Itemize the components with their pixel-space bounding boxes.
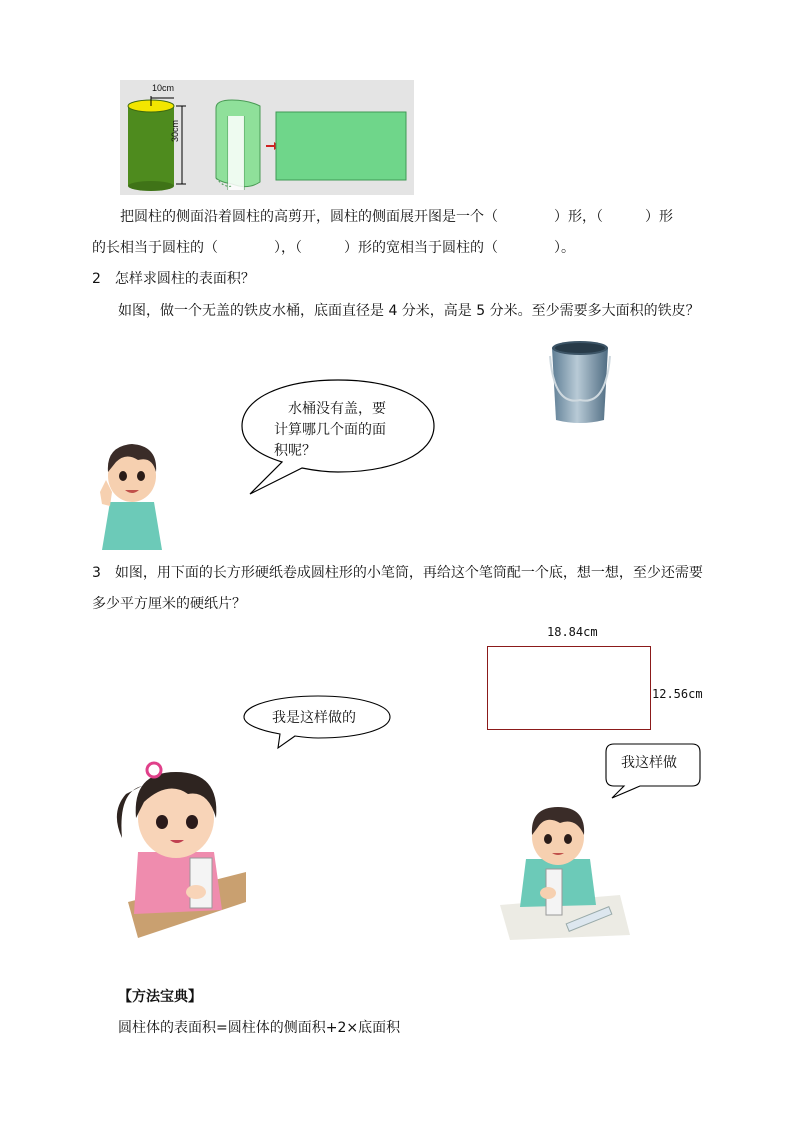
bucket-illustration — [540, 328, 620, 428]
bubble-section2-line1: 水桶没有盖，要 — [288, 401, 386, 417]
section1-paragraph-line1: 把圆柱的侧面沿着圆柱的高剪开，圆柱的侧面展开图是一个（ ）形，（ ）形 — [120, 209, 673, 225]
height-label: 30cm — [170, 119, 180, 142]
section3-problem-line2: 多少平方厘米的硬纸片？ — [92, 596, 246, 612]
cardboard-rectangle — [487, 646, 651, 730]
boy-with-pen-holder-illustration — [490, 795, 630, 940]
cylinder-unfold-illustration — [120, 80, 414, 195]
section2-heading: 2 怎样求圆柱的表面积？ — [92, 271, 255, 287]
rect-height-label: 12.56cm — [652, 687, 703, 701]
diameter-label: 10cm — [152, 83, 175, 93]
section3-problem-line1: 3 如图，用下面的长方形硬纸卷成圆柱形的小笔筒，再给这个笔筒配一个底，想一想，至少还需要 — [92, 565, 703, 581]
method-title: 【方法宝典】 — [118, 989, 202, 1005]
bubble-girl-text: 我是这样做的 — [272, 710, 356, 726]
method-formula: 圆柱体的表面积=圆柱体的侧面积+2×底面积 — [118, 1020, 401, 1036]
cylinder-unfold-figure — [120, 80, 414, 195]
bubble-boy-text: 我这样做 — [621, 755, 677, 771]
bubble-section2-line3: 积呢？ — [274, 443, 316, 459]
section1-paragraph-line2: 的长相当于圆柱的（ ），（ ）形的宽相当于圆柱的（ ）。 — [92, 240, 575, 256]
section2-problem: 如图，做一个无盖的铁皮水桶，底面直径是 4 分米，高是 5 分米。至少需要多大面积的铁皮？ — [118, 303, 700, 319]
rect-width-label: 18.84cm — [547, 625, 598, 639]
boy-thinking-illustration — [92, 432, 172, 550]
bubble-section2-line2: 计算哪几个面的面 — [274, 422, 386, 438]
girl-with-pen-holder-illustration — [98, 752, 258, 940]
